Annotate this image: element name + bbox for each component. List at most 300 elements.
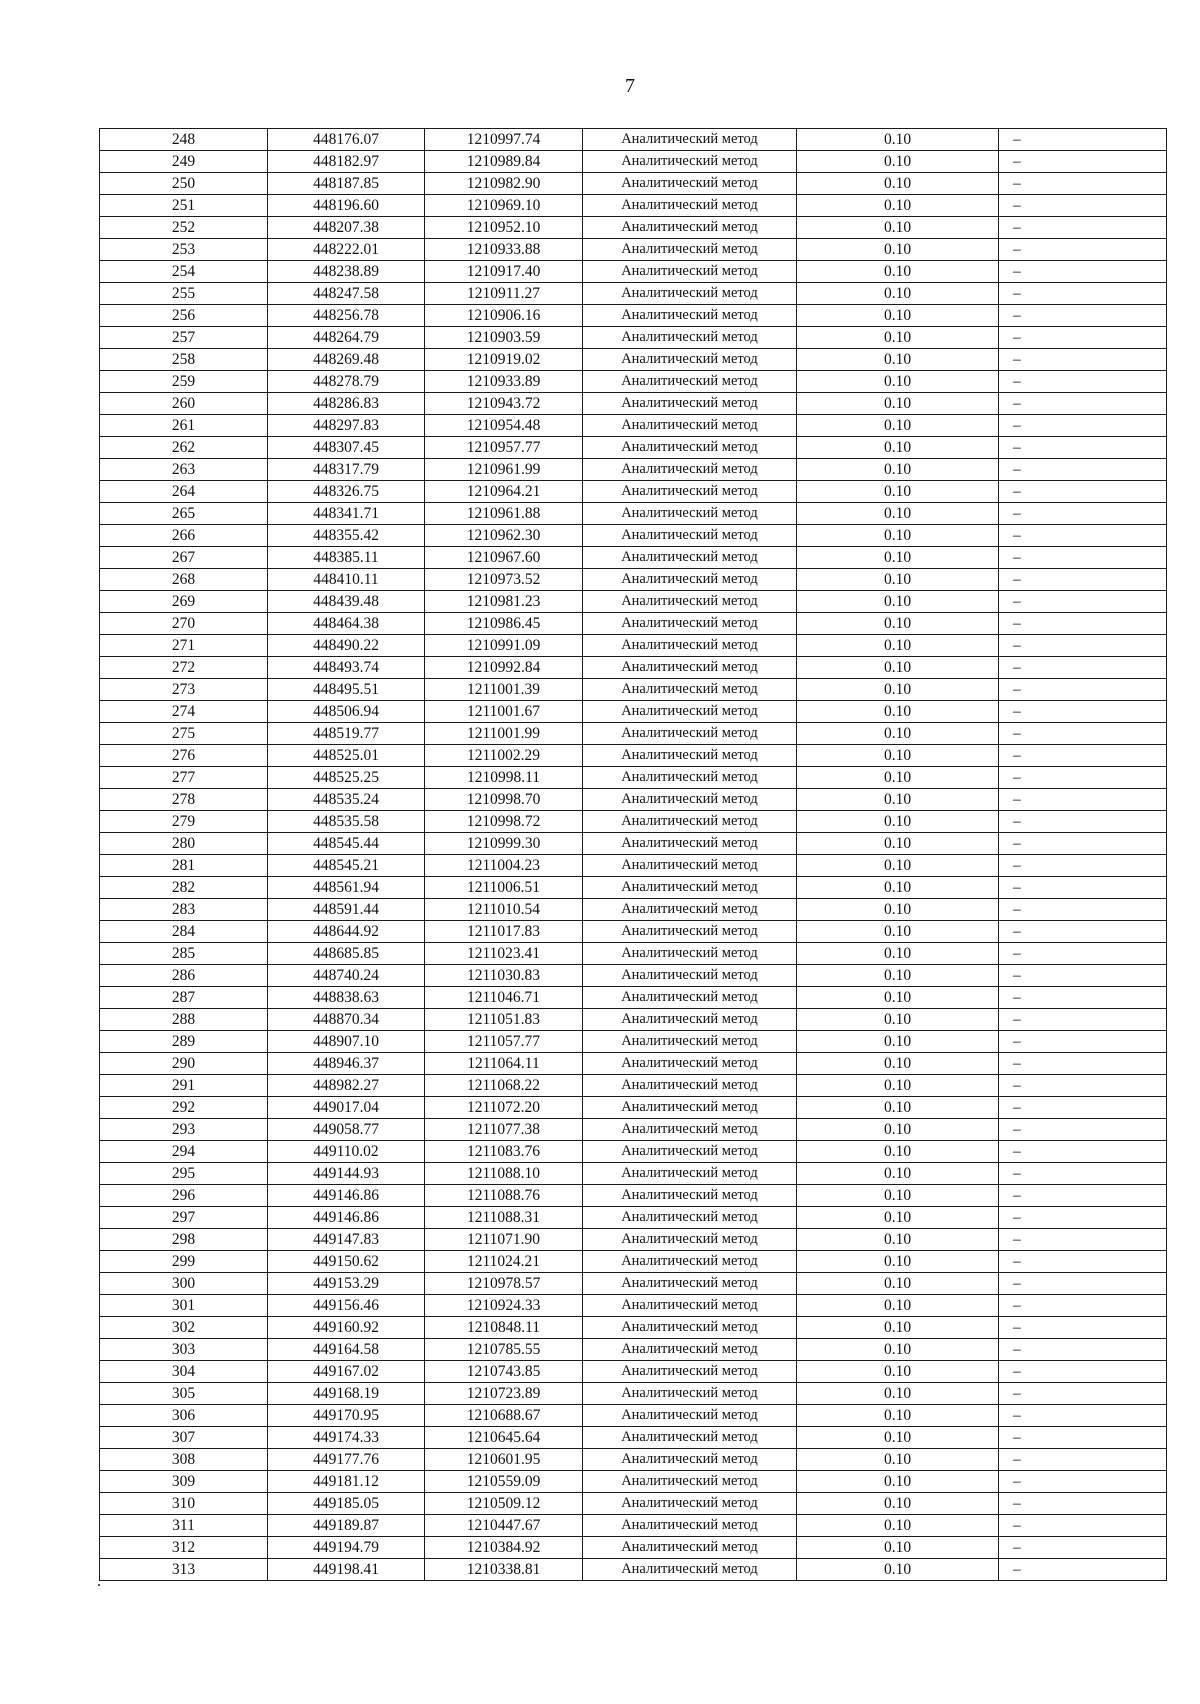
x-coordinate-cell: 448561.94 <box>268 877 425 899</box>
point-number-cell: 287 <box>100 987 268 1009</box>
scan-speck <box>98 1584 100 1586</box>
note-cell: – <box>999 635 1167 657</box>
precision-cell: 0.10 <box>797 459 999 481</box>
precision-cell: 0.10 <box>797 1185 999 1207</box>
note-cell: – <box>999 261 1167 283</box>
y-coordinate-cell: 1210998.72 <box>425 811 583 833</box>
x-coordinate-cell: 448278.79 <box>268 371 425 393</box>
method-cell: Аналитический метод <box>583 811 797 833</box>
precision-cell: 0.10 <box>797 811 999 833</box>
precision-cell: 0.10 <box>797 1229 999 1251</box>
table-row <box>100 525 1167 547</box>
precision-cell: 0.10 <box>797 283 999 305</box>
note-cell: – <box>999 1515 1167 1537</box>
table-row <box>100 327 1167 349</box>
precision-cell: 0.10 <box>797 899 999 921</box>
method-cell: Аналитический метод <box>583 415 797 437</box>
method-cell: Аналитический метод <box>583 1251 797 1273</box>
note-cell: – <box>999 151 1167 173</box>
precision-cell: 0.10 <box>797 1537 999 1559</box>
x-coordinate-cell: 449156.46 <box>268 1295 425 1317</box>
y-coordinate-cell: 1210645.64 <box>425 1427 583 1449</box>
y-coordinate-cell: 1211004.23 <box>425 855 583 877</box>
point-number-cell: 297 <box>100 1207 268 1229</box>
y-coordinate-cell: 1210978.57 <box>425 1273 583 1295</box>
note-cell: – <box>999 1185 1167 1207</box>
table-row <box>100 1361 1167 1383</box>
method-cell: Аналитический метод <box>583 239 797 261</box>
point-number-cell: 248 <box>100 129 268 151</box>
table-row <box>100 415 1167 437</box>
note-cell: – <box>999 1229 1167 1251</box>
table-row <box>100 1053 1167 1075</box>
precision-cell: 0.10 <box>797 195 999 217</box>
table-row <box>100 217 1167 239</box>
y-coordinate-cell: 1211088.10 <box>425 1163 583 1185</box>
y-coordinate-cell: 1210964.21 <box>425 481 583 503</box>
table-row <box>100 1515 1167 1537</box>
x-coordinate-cell: 448307.45 <box>268 437 425 459</box>
y-coordinate-cell: 1210911.27 <box>425 283 583 305</box>
x-coordinate-cell: 448410.11 <box>268 569 425 591</box>
method-cell: Аналитический метод <box>583 1031 797 1053</box>
precision-cell: 0.10 <box>797 217 999 239</box>
precision-cell: 0.10 <box>797 1427 999 1449</box>
method-cell: Аналитический метод <box>583 1097 797 1119</box>
precision-cell: 0.10 <box>797 239 999 261</box>
y-coordinate-cell: 1211017.83 <box>425 921 583 943</box>
method-cell: Аналитический метод <box>583 1339 797 1361</box>
table-row <box>100 1229 1167 1251</box>
table-row <box>100 1251 1167 1273</box>
x-coordinate-cell: 449194.79 <box>268 1537 425 1559</box>
method-cell: Аналитический метод <box>583 1141 797 1163</box>
precision-cell: 0.10 <box>797 1339 999 1361</box>
point-number-cell: 260 <box>100 393 268 415</box>
table-row <box>100 1405 1167 1427</box>
note-cell: – <box>999 1119 1167 1141</box>
precision-cell: 0.10 <box>797 305 999 327</box>
method-cell: Аналитический метод <box>583 305 797 327</box>
table-row <box>100 943 1167 965</box>
coordinates-table <box>99 128 1167 1581</box>
method-cell: Аналитический метод <box>583 261 797 283</box>
table-row <box>100 1185 1167 1207</box>
method-cell: Аналитический метод <box>583 437 797 459</box>
y-coordinate-cell: 1211001.67 <box>425 701 583 723</box>
x-coordinate-cell: 448439.48 <box>268 591 425 613</box>
table-row <box>100 1339 1167 1361</box>
note-cell: – <box>999 1163 1167 1185</box>
y-coordinate-cell: 1210998.70 <box>425 789 583 811</box>
precision-cell: 0.10 <box>797 151 999 173</box>
table-row <box>100 305 1167 327</box>
method-cell: Аналитический метод <box>583 217 797 239</box>
y-coordinate-cell: 1211072.20 <box>425 1097 583 1119</box>
x-coordinate-cell: 448535.24 <box>268 789 425 811</box>
point-number-cell: 306 <box>100 1405 268 1427</box>
method-cell: Аналитический метод <box>583 921 797 943</box>
note-cell: – <box>999 1339 1167 1361</box>
note-cell: – <box>999 217 1167 239</box>
note-cell: – <box>999 349 1167 371</box>
note-cell: – <box>999 503 1167 525</box>
y-coordinate-cell: 1210785.55 <box>425 1339 583 1361</box>
method-cell: Аналитический метод <box>583 129 797 151</box>
table-row <box>100 657 1167 679</box>
table-row <box>100 481 1167 503</box>
precision-cell: 0.10 <box>797 965 999 987</box>
y-coordinate-cell: 1211088.76 <box>425 1185 583 1207</box>
x-coordinate-cell: 448545.21 <box>268 855 425 877</box>
point-number-cell: 298 <box>100 1229 268 1251</box>
point-number-cell: 309 <box>100 1471 268 1493</box>
x-coordinate-cell: 449110.02 <box>268 1141 425 1163</box>
note-cell: – <box>999 613 1167 635</box>
method-cell: Аналитический метод <box>583 1515 797 1537</box>
table-row <box>100 1119 1167 1141</box>
point-number-cell: 283 <box>100 899 268 921</box>
note-cell: – <box>999 1317 1167 1339</box>
note-cell: – <box>999 1009 1167 1031</box>
precision-cell: 0.10 <box>797 921 999 943</box>
precision-cell: 0.10 <box>797 1559 999 1581</box>
precision-cell: 0.10 <box>797 1317 999 1339</box>
point-number-cell: 280 <box>100 833 268 855</box>
method-cell: Аналитический метод <box>583 1361 797 1383</box>
table-row <box>100 393 1167 415</box>
x-coordinate-cell: 448355.42 <box>268 525 425 547</box>
method-cell: Аналитический метод <box>583 789 797 811</box>
x-coordinate-cell: 448247.58 <box>268 283 425 305</box>
method-cell: Аналитический метод <box>583 173 797 195</box>
point-number-cell: 257 <box>100 327 268 349</box>
y-coordinate-cell: 1211010.54 <box>425 899 583 921</box>
x-coordinate-cell: 448644.92 <box>268 921 425 943</box>
method-cell: Аналитический метод <box>583 657 797 679</box>
point-number-cell: 305 <box>100 1383 268 1405</box>
point-number-cell: 288 <box>100 1009 268 1031</box>
point-number-cell: 290 <box>100 1053 268 1075</box>
method-cell: Аналитический метод <box>583 1493 797 1515</box>
x-coordinate-cell: 449160.92 <box>268 1317 425 1339</box>
point-number-cell: 285 <box>100 943 268 965</box>
precision-cell: 0.10 <box>797 1053 999 1075</box>
table-row <box>100 1449 1167 1471</box>
x-coordinate-cell: 448187.85 <box>268 173 425 195</box>
x-coordinate-cell: 449168.19 <box>268 1383 425 1405</box>
x-coordinate-cell: 449146.86 <box>268 1185 425 1207</box>
point-number-cell: 296 <box>100 1185 268 1207</box>
note-cell: – <box>999 525 1167 547</box>
note-cell: – <box>999 327 1167 349</box>
y-coordinate-cell: 1210384.92 <box>425 1537 583 1559</box>
y-coordinate-cell: 1210962.30 <box>425 525 583 547</box>
method-cell: Аналитический метод <box>583 283 797 305</box>
point-number-cell: 254 <box>100 261 268 283</box>
note-cell: – <box>999 1273 1167 1295</box>
point-number-cell: 259 <box>100 371 268 393</box>
precision-cell: 0.10 <box>797 1141 999 1163</box>
table-row <box>100 679 1167 701</box>
method-cell: Аналитический метод <box>583 1559 797 1581</box>
x-coordinate-cell: 449177.76 <box>268 1449 425 1471</box>
y-coordinate-cell: 1211077.38 <box>425 1119 583 1141</box>
table-row <box>100 745 1167 767</box>
table-row <box>100 789 1167 811</box>
y-coordinate-cell: 1211024.21 <box>425 1251 583 1273</box>
point-number-cell: 302 <box>100 1317 268 1339</box>
y-coordinate-cell: 1211002.29 <box>425 745 583 767</box>
point-number-cell: 286 <box>100 965 268 987</box>
table-row <box>100 1471 1167 1493</box>
note-cell: – <box>999 1449 1167 1471</box>
y-coordinate-cell: 1210509.12 <box>425 1493 583 1515</box>
method-cell: Аналитический метод <box>583 349 797 371</box>
y-coordinate-cell: 1210992.84 <box>425 657 583 679</box>
note-cell: – <box>999 811 1167 833</box>
x-coordinate-cell: 448490.22 <box>268 635 425 657</box>
y-coordinate-cell: 1210933.88 <box>425 239 583 261</box>
precision-cell: 0.10 <box>797 415 999 437</box>
method-cell: Аналитический метод <box>583 943 797 965</box>
point-number-cell: 272 <box>100 657 268 679</box>
precision-cell: 0.10 <box>797 1251 999 1273</box>
precision-cell: 0.10 <box>797 261 999 283</box>
method-cell: Аналитический метод <box>583 1317 797 1339</box>
note-cell: – <box>999 965 1167 987</box>
precision-cell: 0.10 <box>797 1493 999 1515</box>
method-cell: Аналитический метод <box>583 767 797 789</box>
method-cell: Аналитический метод <box>583 1207 797 1229</box>
note-cell: – <box>999 1207 1167 1229</box>
table-row <box>100 195 1167 217</box>
point-number-cell: 292 <box>100 1097 268 1119</box>
precision-cell: 0.10 <box>797 173 999 195</box>
precision-cell: 0.10 <box>797 745 999 767</box>
method-cell: Аналитический метод <box>583 635 797 657</box>
x-coordinate-cell: 448685.85 <box>268 943 425 965</box>
x-coordinate-cell: 448519.77 <box>268 723 425 745</box>
y-coordinate-cell: 1210967.60 <box>425 547 583 569</box>
note-cell: – <box>999 1251 1167 1273</box>
y-coordinate-cell: 1210952.10 <box>425 217 583 239</box>
note-cell: – <box>999 437 1167 459</box>
method-cell: Аналитический метод <box>583 371 797 393</box>
point-number-cell: 253 <box>100 239 268 261</box>
y-coordinate-cell: 1210903.59 <box>425 327 583 349</box>
point-number-cell: 311 <box>100 1515 268 1537</box>
x-coordinate-cell: 448196.60 <box>268 195 425 217</box>
x-coordinate-cell: 448591.44 <box>268 899 425 921</box>
note-cell: – <box>999 1537 1167 1559</box>
point-number-cell: 269 <box>100 591 268 613</box>
page-number: 7 <box>625 75 635 97</box>
y-coordinate-cell: 1211057.77 <box>425 1031 583 1053</box>
y-coordinate-cell: 1211046.71 <box>425 987 583 1009</box>
precision-cell: 0.10 <box>797 789 999 811</box>
precision-cell: 0.10 <box>797 1449 999 1471</box>
precision-cell: 0.10 <box>797 393 999 415</box>
point-number-cell: 271 <box>100 635 268 657</box>
point-number-cell: 276 <box>100 745 268 767</box>
note-cell: – <box>999 657 1167 679</box>
table-row <box>100 151 1167 173</box>
point-number-cell: 261 <box>100 415 268 437</box>
point-number-cell: 278 <box>100 789 268 811</box>
precision-cell: 0.10 <box>797 503 999 525</box>
point-number-cell: 300 <box>100 1273 268 1295</box>
point-number-cell: 277 <box>100 767 268 789</box>
point-number-cell: 281 <box>100 855 268 877</box>
y-coordinate-cell: 1210601.95 <box>425 1449 583 1471</box>
precision-cell: 0.10 <box>797 1405 999 1427</box>
method-cell: Аналитический метод <box>583 1295 797 1317</box>
method-cell: Аналитический метод <box>583 481 797 503</box>
method-cell: Аналитический метод <box>583 591 797 613</box>
precision-cell: 0.10 <box>797 349 999 371</box>
y-coordinate-cell: 1210919.02 <box>425 349 583 371</box>
note-cell: – <box>999 767 1167 789</box>
method-cell: Аналитический метод <box>583 723 797 745</box>
point-number-cell: 270 <box>100 613 268 635</box>
method-cell: Аналитический метод <box>583 899 797 921</box>
note-cell: – <box>999 1471 1167 1493</box>
y-coordinate-cell: 1211083.76 <box>425 1141 583 1163</box>
y-coordinate-cell: 1210989.84 <box>425 151 583 173</box>
x-coordinate-cell: 448256.78 <box>268 305 425 327</box>
x-coordinate-cell: 449164.58 <box>268 1339 425 1361</box>
point-number-cell: 293 <box>100 1119 268 1141</box>
table-row <box>100 1031 1167 1053</box>
y-coordinate-cell: 1211071.90 <box>425 1229 583 1251</box>
method-cell: Аналитический метод <box>583 1449 797 1471</box>
x-coordinate-cell: 448506.94 <box>268 701 425 723</box>
point-number-cell: 263 <box>100 459 268 481</box>
note-cell: – <box>999 459 1167 481</box>
table-row <box>100 635 1167 657</box>
note-cell: – <box>999 789 1167 811</box>
x-coordinate-cell: 449170.95 <box>268 1405 425 1427</box>
table-row <box>100 1163 1167 1185</box>
method-cell: Аналитический метод <box>583 1427 797 1449</box>
x-coordinate-cell: 449058.77 <box>268 1119 425 1141</box>
precision-cell: 0.10 <box>797 833 999 855</box>
point-number-cell: 268 <box>100 569 268 591</box>
table-row <box>100 1295 1167 1317</box>
y-coordinate-cell: 1211023.41 <box>425 943 583 965</box>
y-coordinate-cell: 1210954.48 <box>425 415 583 437</box>
table-row <box>100 1009 1167 1031</box>
y-coordinate-cell: 1210906.16 <box>425 305 583 327</box>
table-row <box>100 767 1167 789</box>
note-cell: – <box>999 371 1167 393</box>
method-cell: Аналитический метод <box>583 965 797 987</box>
x-coordinate-cell: 448264.79 <box>268 327 425 349</box>
x-coordinate-cell: 449189.87 <box>268 1515 425 1537</box>
point-number-cell: 295 <box>100 1163 268 1185</box>
precision-cell: 0.10 <box>797 569 999 591</box>
y-coordinate-cell: 1210999.30 <box>425 833 583 855</box>
precision-cell: 0.10 <box>797 547 999 569</box>
point-number-cell: 313 <box>100 1559 268 1581</box>
precision-cell: 0.10 <box>797 657 999 679</box>
method-cell: Аналитический метод <box>583 701 797 723</box>
x-coordinate-cell: 448385.11 <box>268 547 425 569</box>
point-number-cell: 312 <box>100 1537 268 1559</box>
note-cell: – <box>999 195 1167 217</box>
note-cell: – <box>999 283 1167 305</box>
x-coordinate-cell: 449144.93 <box>268 1163 425 1185</box>
y-coordinate-cell: 1210338.81 <box>425 1559 583 1581</box>
table-row <box>100 1207 1167 1229</box>
x-coordinate-cell: 449181.12 <box>268 1471 425 1493</box>
point-number-cell: 267 <box>100 547 268 569</box>
table-row <box>100 591 1167 613</box>
table-row <box>100 261 1167 283</box>
y-coordinate-cell: 1210982.90 <box>425 173 583 195</box>
x-coordinate-cell: 449185.05 <box>268 1493 425 1515</box>
precision-cell: 0.10 <box>797 525 999 547</box>
table-row <box>100 877 1167 899</box>
table-row <box>100 371 1167 393</box>
note-cell: – <box>999 1141 1167 1163</box>
method-cell: Аналитический метод <box>583 1075 797 1097</box>
table-row <box>100 613 1167 635</box>
precision-cell: 0.10 <box>797 1383 999 1405</box>
method-cell: Аналитический метод <box>583 1471 797 1493</box>
note-cell: – <box>999 129 1167 151</box>
precision-cell: 0.10 <box>797 855 999 877</box>
point-number-cell: 308 <box>100 1449 268 1471</box>
y-coordinate-cell: 1210997.74 <box>425 129 583 151</box>
point-number-cell: 310 <box>100 1493 268 1515</box>
method-cell: Аналитический метод <box>583 393 797 415</box>
x-coordinate-cell: 448545.44 <box>268 833 425 855</box>
table-row <box>100 965 1167 987</box>
table-row <box>100 811 1167 833</box>
x-coordinate-cell: 448269.48 <box>268 349 425 371</box>
table-row <box>100 459 1167 481</box>
method-cell: Аналитический метод <box>583 745 797 767</box>
x-coordinate-cell: 449167.02 <box>268 1361 425 1383</box>
x-coordinate-cell: 448176.07 <box>268 129 425 151</box>
x-coordinate-cell: 449147.83 <box>268 1229 425 1251</box>
table-row <box>100 855 1167 877</box>
note-cell: – <box>999 877 1167 899</box>
table-row <box>100 547 1167 569</box>
x-coordinate-cell: 448238.89 <box>268 261 425 283</box>
y-coordinate-cell: 1210943.72 <box>425 393 583 415</box>
y-coordinate-cell: 1210559.09 <box>425 1471 583 1493</box>
point-number-cell: 264 <box>100 481 268 503</box>
x-coordinate-cell: 448525.01 <box>268 745 425 767</box>
precision-cell: 0.10 <box>797 1361 999 1383</box>
method-cell: Аналитический метод <box>583 877 797 899</box>
precision-cell: 0.10 <box>797 1515 999 1537</box>
point-number-cell: 265 <box>100 503 268 525</box>
y-coordinate-cell: 1210991.09 <box>425 635 583 657</box>
table-row <box>100 987 1167 1009</box>
method-cell: Аналитический метод <box>583 987 797 1009</box>
y-coordinate-cell: 1210961.88 <box>425 503 583 525</box>
precision-cell: 0.10 <box>797 723 999 745</box>
method-cell: Аналитический метод <box>583 1405 797 1427</box>
point-number-cell: 299 <box>100 1251 268 1273</box>
note-cell: – <box>999 899 1167 921</box>
note-cell: – <box>999 1383 1167 1405</box>
coordinates-table-body <box>100 129 1167 1581</box>
